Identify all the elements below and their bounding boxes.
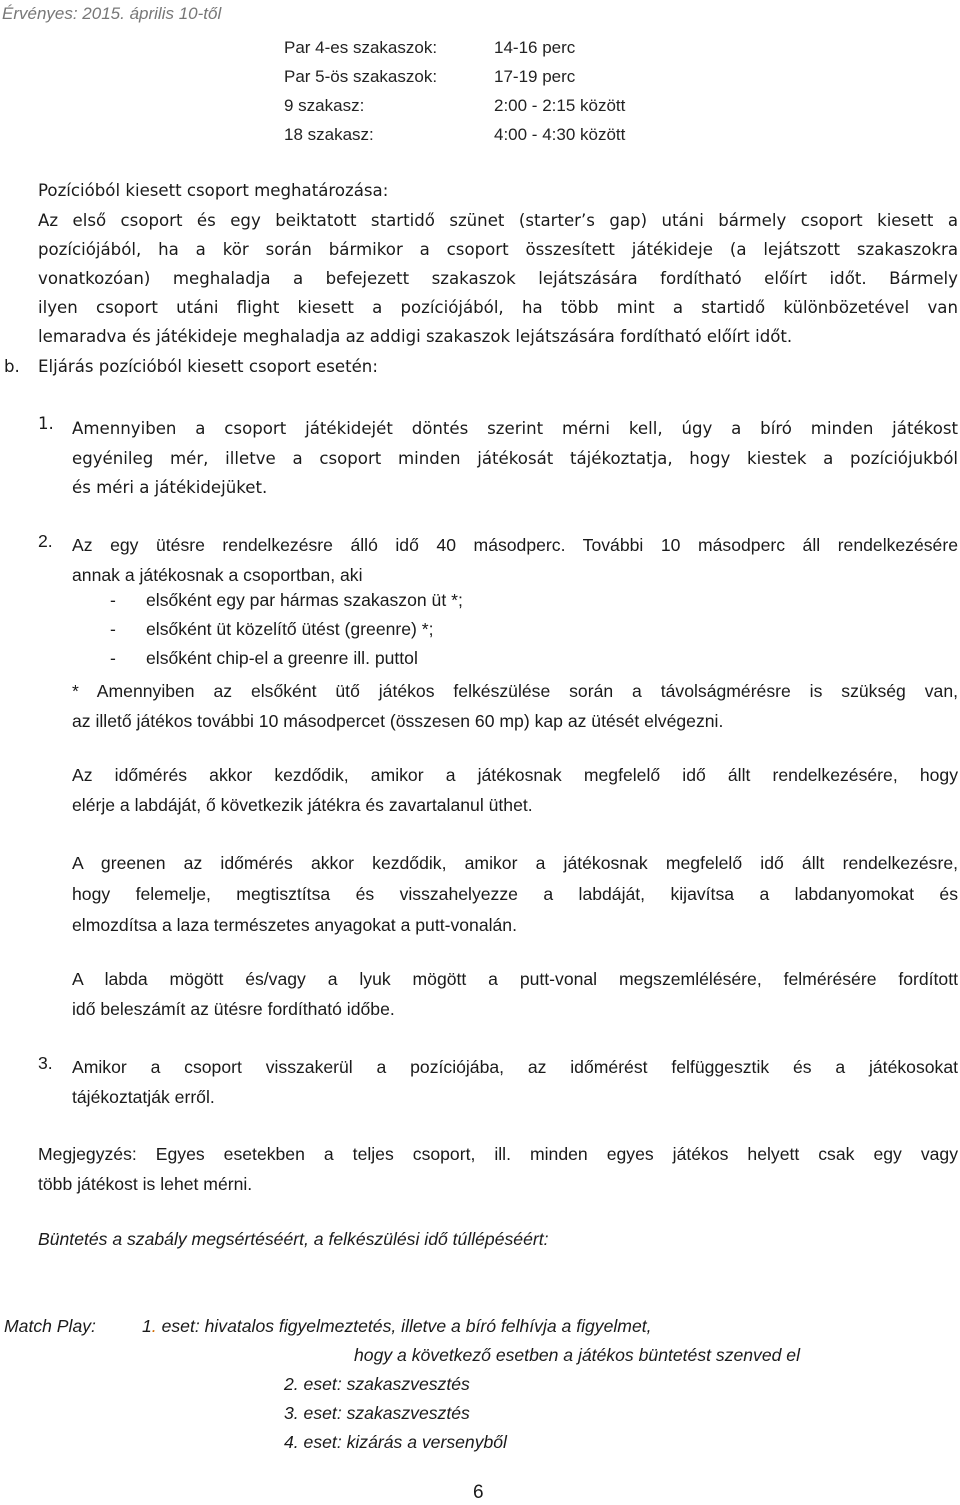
- text-line: vonatkozóan) meghaladja a befejezett szakaszok lejátszására fordítható előírt időt. Bármely: [38, 269, 958, 288]
- text-line: és méri a játékidejüket.: [72, 478, 268, 497]
- section-marker: b.: [4, 357, 20, 376]
- text-line: ilyen csoport utáni flight kiesett a pozíciójából, ha több mint a startidő különbözetével van: [38, 298, 958, 317]
- penalty-case-4: 4. eset: kizárás a versenyből: [284, 1432, 507, 1452]
- time-label: Par 5-ös szakaszok:: [284, 67, 438, 86]
- text-line: hogy felemelje, megtisztítsa és visszahelyezze a labdáját, kijavítsa a labdanyomokat és: [72, 884, 958, 904]
- case-number: 1: [142, 1316, 152, 1336]
- page-number: 6: [473, 1482, 484, 1503]
- section-heading: Eljárás pozícióból kiesett csoport esetén:: [38, 357, 378, 376]
- item-2-text: [72, 531, 958, 590]
- text-line: A labda mögött és/vagy a lyuk mögött a putt-vonal megszemlélésére, felmérésére fordított: [72, 969, 958, 989]
- note-paragraph: [72, 677, 958, 736]
- time-label: 18 szakasz:: [284, 125, 374, 144]
- bullet-mark: -: [110, 590, 116, 610]
- item-1-text: [72, 414, 958, 503]
- case-dot: .: [151, 1316, 157, 1336]
- bullet-mark: -: [110, 619, 116, 639]
- item-3-text: [72, 1053, 958, 1112]
- time-label: 9 szakasz:: [284, 96, 365, 115]
- item-number: 1.: [38, 414, 54, 433]
- list-item: elsőként chip-el a greenre ill. puttol: [146, 648, 418, 668]
- item-number: 2.: [38, 531, 53, 551]
- text-line: tájékoztatják erről.: [72, 1086, 215, 1107]
- text-line: Az egy ütésre rendelkezésre álló idő 40 másodperc. További 10 másodperc áll rendelkezésére: [72, 535, 958, 555]
- item-number: 3.: [38, 1053, 53, 1073]
- list-item: elsőként egy par hármas szakaszon üt *;: [146, 590, 463, 610]
- bullet-mark: -: [110, 648, 116, 668]
- green-paragraph: [72, 848, 958, 941]
- remark-paragraph: [38, 1140, 958, 1199]
- text-line: pozíciójából, ha a kör során bármikor a csoport összesített játékideje (a lejátszott szakaszokra: [38, 240, 958, 259]
- definition-paragraph: [38, 206, 958, 351]
- validity-date: Érvényes: 2015. április 10-től: [2, 4, 222, 23]
- text-line: egyénileg mér, illetve a csoport minden játékosát tájékoztatja, hogy kiestek a pozíciójukból: [72, 448, 958, 468]
- time-value: 17-19 perc: [494, 67, 576, 86]
- text-line: Az első csoport és egy beiktatott startidő szünet (starter’s gap) utáni bármely csoport kiesett a: [38, 211, 958, 230]
- time-value: 2:00 - 2:15 között: [494, 96, 626, 115]
- penalty-case-1: [142, 1316, 652, 1337]
- section-heading: Pozícióból kiesett csoport meghatározása:: [38, 181, 389, 200]
- text-line: lemaradva és játékideje meghaladja az addigi szakaszok lejátszására fordítható előírt időt.: [38, 327, 793, 346]
- text-line: Amennyiben a csoport játékidejét döntés szerint mérni kell, úgy a bíró minden játékost: [72, 419, 958, 438]
- text-line: idő beleszámít az ütésre fordítható időbe.: [72, 998, 395, 1019]
- text-line: elmozdítsa a laza természetes anyagokat a putt-vonalán.: [72, 915, 517, 935]
- timing-paragraph: [72, 761, 958, 820]
- penalty-case-2: 2. eset: szakaszvesztés: [284, 1374, 470, 1394]
- text-line: Megjegyzés: Egyes esetekben a teljes csoport, ill. minden egyes játékos helyett csak egy vagy: [38, 1144, 958, 1164]
- text-line: az illető játékos további 10 másodpercet (összesen 60 mp) kap az ütését elvégezni.: [72, 710, 724, 731]
- text-line: annak a játékosnak a csoportban, aki: [72, 564, 363, 585]
- list-item: elsőként üt közelítő ütést (greenre) *;: [146, 619, 434, 639]
- text-line: * Amennyiben az elsőként ütő játékos felkészülése során a távolságmérésre is szükség van,: [72, 681, 958, 701]
- text-line: A greenen az időmérés akkor kezdődik, amikor a játékosnak megfelelő idő állt rendelkezésre,: [72, 853, 958, 873]
- match-play-label: Match Play:: [4, 1316, 96, 1336]
- text-line: Az időmérés akkor kezdődik, amikor a játékosnak megfelelő idő állt rendelkezésére, hogy: [72, 765, 958, 785]
- time-label: Par 4-es szakaszok:: [284, 38, 438, 57]
- line-of-putt-paragraph: [72, 965, 958, 1024]
- penalty-heading: Büntetés a szabály megsértéséért, a felkészülési idő túllépéséért:: [38, 1229, 549, 1249]
- penalty-case-1-continued: hogy a következő esetben a játékos büntetést szenved el: [354, 1345, 801, 1365]
- penalty-case-3: 3. eset: szakaszvesztés: [284, 1403, 470, 1423]
- time-value: 14-16 perc: [494, 38, 576, 57]
- case-text: eset: hivatalos figyelmeztetés, illetve a bíró felhívja a figyelmet,: [156, 1316, 652, 1336]
- text-line: Amikor a csoport visszakerül a pozíciójába, az időmérést felfüggesztik és a játékosokat: [72, 1057, 958, 1077]
- text-line: több játékost is lehet mérni.: [38, 1173, 253, 1194]
- text-line: elérje a labdáját, ő következik játékra és zavartalanul üthet.: [72, 794, 533, 815]
- time-value: 4:00 - 4:30 között: [494, 125, 626, 144]
